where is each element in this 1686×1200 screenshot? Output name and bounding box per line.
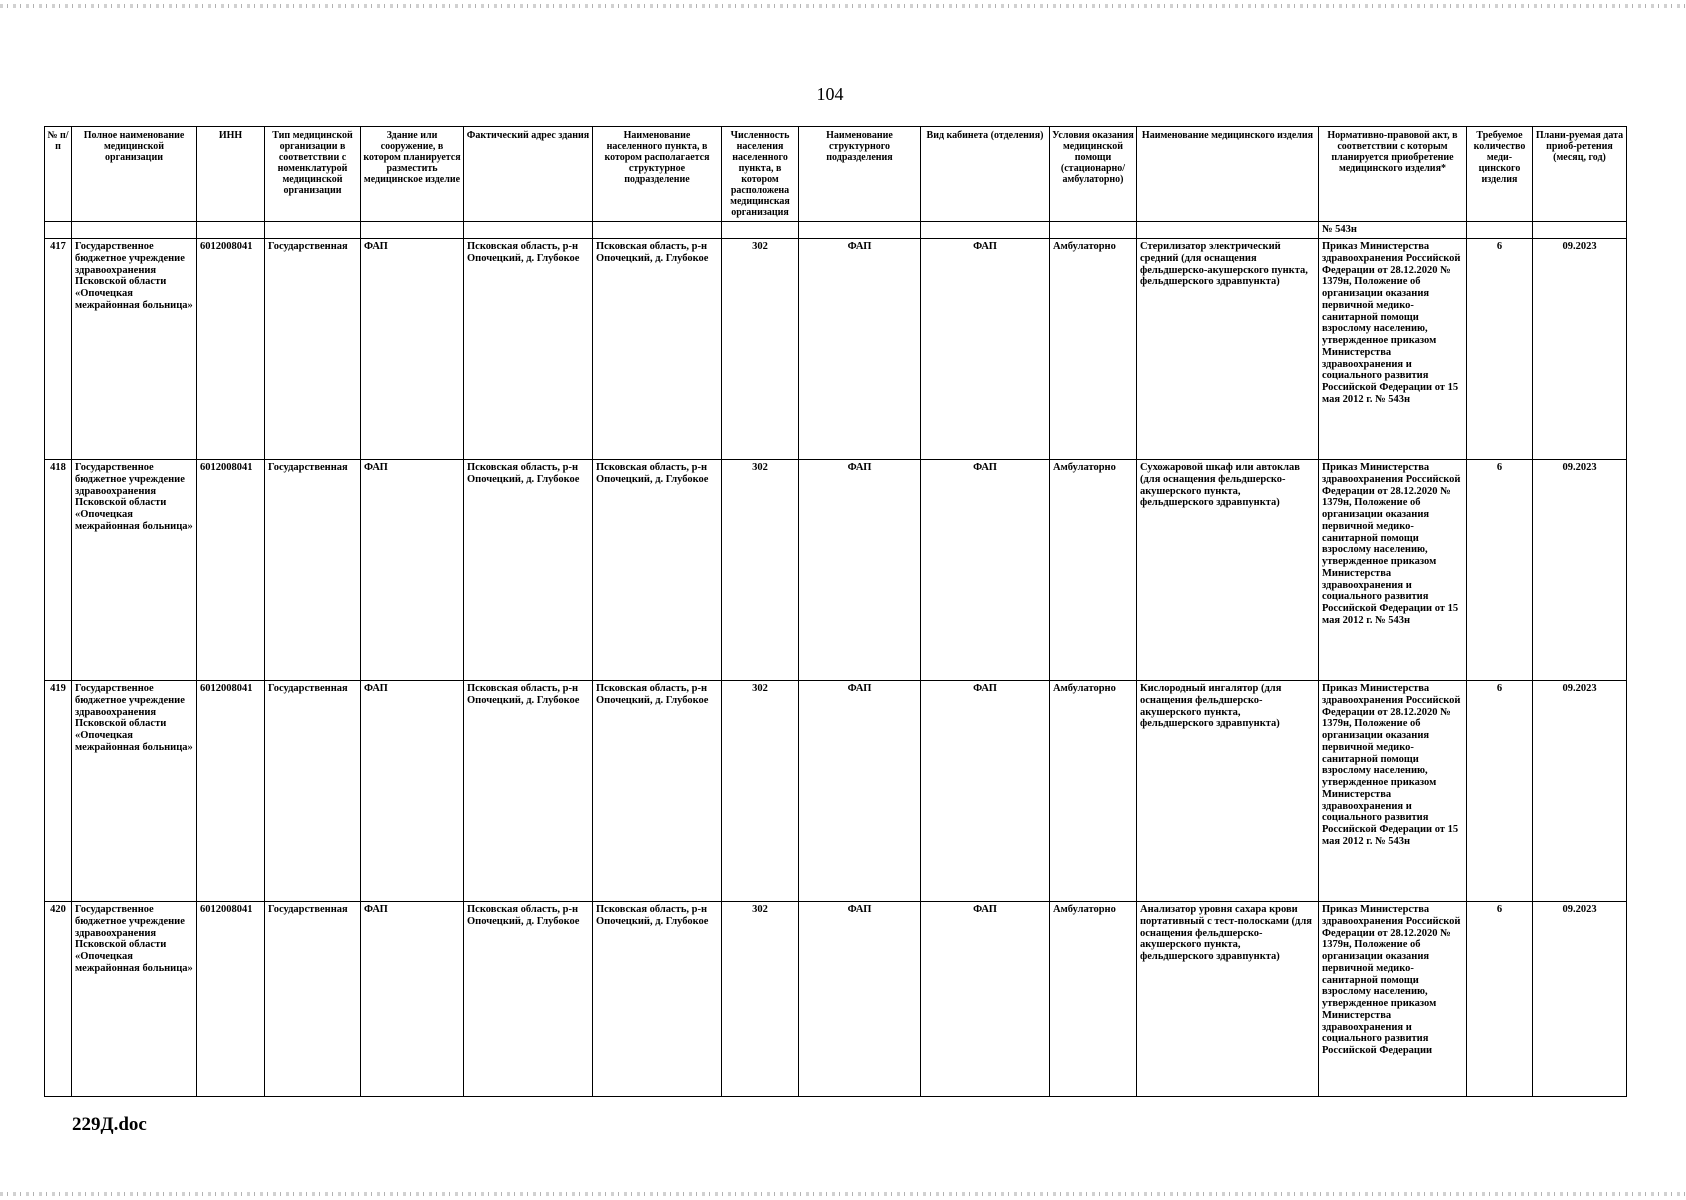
cell-subdivision: ФАП: [799, 460, 921, 681]
header-type: Тип медицинской организации в соответствии с номенклатурой медицинской организации: [265, 127, 361, 222]
header-qty: Требуемое количество меди-цинского изделия: [1467, 127, 1533, 222]
cell-date: 09.2023: [1533, 681, 1627, 902]
cell-empty: [1533, 222, 1627, 239]
cell-address: Псковская область, р-н Опочецкий, д. Глубокое: [464, 681, 593, 902]
cell-conditions: Амбулаторно: [1050, 460, 1137, 681]
header-act: Нормативно-правовой акт, в соответствии с которым планируется приобретение медицинского изделия*: [1319, 127, 1467, 222]
cell-device: Стерилизатор электрический средний (для оснащения фельдшерско-акушерского пункта, фельдшерского здравпункта): [1137, 239, 1319, 460]
cell-qty: 6: [1467, 681, 1533, 902]
cell-device: Сухожаровой шкаф или автоклав (для оснащения фельдшерско-акушерского пункта, фельдшерского здравпункта): [1137, 460, 1319, 681]
cell-address: Псковская область, р-н Опочецкий, д. Глубокое: [464, 902, 593, 1097]
cell-type: Государственная: [265, 460, 361, 681]
header-building: Здание или сооружение, в котором планируется разместить медицинское изделие: [361, 127, 464, 222]
cell-conditions: Амбулаторно: [1050, 239, 1137, 460]
cell-settlement: Псковская область, р-н Опочецкий, д. Глубокое: [593, 460, 722, 681]
cell-num: 419: [45, 681, 72, 902]
cell-empty: [799, 222, 921, 239]
cell-act: Приказ Министерства здравоохранения Российской Федерации от 28.12.2020 № 1379н, Положение об организации оказания первичной медико-санитарной помощи взрослому населению, утвержденное приказом Министерства здравоохранения и социального развития Российской Федерации от 15 мая 2012 г. № 543н: [1319, 239, 1467, 460]
cell-population: 302: [722, 460, 799, 681]
cell-org: Государственное бюджетное учреждение здравоохранения Псковской области «Опочецкая межрайонная больница»: [72, 681, 197, 902]
cell-empty: [1137, 222, 1319, 239]
cell-type: Государственная: [265, 681, 361, 902]
cell-empty: [722, 222, 799, 239]
cell-settlement: Псковская область, р-н Опочецкий, д. Глубокое: [593, 239, 722, 460]
cell-org: Государственное бюджетное учреждение здравоохранения Псковской области «Опочецкая межрайонная больница»: [72, 460, 197, 681]
cell-cabinet: ФАП: [921, 239, 1050, 460]
header-address: Фактический адрес здания: [464, 127, 593, 222]
cell-empty: [45, 222, 72, 239]
cell-qty: 6: [1467, 902, 1533, 1097]
cell-inn: 6012008041: [197, 681, 265, 902]
equipment-table: [44, 126, 1627, 1097]
cell-empty: [1050, 222, 1137, 239]
cell-num: 418: [45, 460, 72, 681]
header-cabinet: Вид кабинета (отделения): [921, 127, 1050, 222]
cell-building: ФАП: [361, 460, 464, 681]
cell-settlement: Псковская область, р-н Опочецкий, д. Глубокое: [593, 902, 722, 1097]
cell-device: Анализатор уровня сахара крови портативный с тест-полосками (для оснащения фельдшерско-акушерского пункта, фельдшерского здравпункта): [1137, 902, 1319, 1097]
cell-subdivision: ФАП: [799, 902, 921, 1097]
cell-act: Приказ Министерства здравоохранения Российской Федерации от 28.12.2020 № 1379н, Положение об организации оказания первичной медико-санитарной помощи взрослому населению, утвержденное приказом Министерства здравоохранения и социального развития Российской Федерации от 15 мая 2012 г. № 543н: [1319, 460, 1467, 681]
header-population: Численность населения населенного пункта, в котором расположена медицинская организация: [722, 127, 799, 222]
header-date: Плани-руемая дата приоб-ретения (месяц, год): [1533, 127, 1627, 222]
cell-empty: [197, 222, 265, 239]
header-device: Наименование медицинского изделия: [1137, 127, 1319, 222]
cell-building: ФАП: [361, 239, 464, 460]
cell-date: 09.2023: [1533, 902, 1627, 1097]
cell-empty: [72, 222, 197, 239]
table-header-row: [45, 127, 1627, 222]
cell-subdivision: ФАП: [799, 239, 921, 460]
cell-date: 09.2023: [1533, 460, 1627, 681]
cell-org: Государственное бюджетное учреждение здравоохранения Псковской области «Опочецкая межрайонная больница»: [72, 902, 197, 1097]
cell-empty: [593, 222, 722, 239]
continuation-row: [45, 222, 1627, 239]
cell-population: 302: [722, 902, 799, 1097]
cell-population: 302: [722, 681, 799, 902]
header-settlement: Наименование населенного пункта, в котором располагается структурное подразделение: [593, 127, 722, 222]
cell-cabinet: ФАП: [921, 460, 1050, 681]
header-org: Полное наименование медицинской организации: [72, 127, 197, 222]
header-num: № п/п: [45, 127, 72, 222]
cell-num: 417: [45, 239, 72, 460]
cell-type: Государственная: [265, 239, 361, 460]
header-conditions: Условия оказания медицинской помощи (стационарно/ амбулаторно): [1050, 127, 1137, 222]
cell-empty: [464, 222, 593, 239]
cell-qty: 6: [1467, 460, 1533, 681]
cell-conditions: Амбулаторно: [1050, 681, 1137, 902]
table-row: [45, 239, 1627, 460]
cell-qty: 6: [1467, 239, 1533, 460]
cell-cabinet: ФАП: [921, 902, 1050, 1097]
cell-inn: 6012008041: [197, 460, 265, 681]
cell-org: Государственное бюджетное учреждение здравоохранения Псковской области «Опочецкая межрайонная больница»: [72, 239, 197, 460]
cell-num: 420: [45, 902, 72, 1097]
cell-act: Приказ Министерства здравоохранения Российской Федерации от 28.12.2020 № 1379н, Положение об организации оказания первичной медико-санитарной помощи взрослому населению, утвержденное приказом Министерства здравоохранения и социального развития Российской Федерации: [1319, 902, 1467, 1097]
page-number: 104: [816, 84, 844, 104]
scan-edge-top: [0, 4, 1686, 8]
cell-empty: [265, 222, 361, 239]
cell-building: ФАП: [361, 902, 464, 1097]
cell-empty: [921, 222, 1050, 239]
cell-building: ФАП: [361, 681, 464, 902]
cell-inn: 6012008041: [197, 902, 265, 1097]
cell-type: Государственная: [265, 902, 361, 1097]
cell-cabinet: ФАП: [921, 681, 1050, 902]
cell-settlement: Псковская область, р-н Опочецкий, д. Глубокое: [593, 681, 722, 902]
cell-empty: [361, 222, 464, 239]
cell-date: 09.2023: [1533, 239, 1627, 460]
header-inn: ИНН: [197, 127, 265, 222]
document-filename: 229Д.doc: [72, 1114, 147, 1135]
table-row: [45, 902, 1627, 1097]
scan-edge-bottom: [0, 1192, 1686, 1196]
cell-conditions: Амбулаторно: [1050, 902, 1137, 1097]
cell-address: Псковская область, р-н Опочецкий, д. Глубокое: [464, 239, 593, 460]
cell-device: Кислородный ингалятор (для оснащения фельдшерско-акушерского пункта, фельдшерского здравпункта): [1137, 681, 1319, 902]
cell-act: Приказ Министерства здравоохранения Российской Федерации от 28.12.2020 № 1379н, Положение об организации оказания первичной медико-санитарной помощи взрослому населению, утвержденное приказом Министерства здравоохранения и социального развития Российской Федерации от 15 мая 2012 г. № 543н: [1319, 681, 1467, 902]
header-subdivision: Наименование структурного подразделения: [799, 127, 921, 222]
cell-continuation-act: № 543н: [1319, 222, 1467, 239]
cell-address: Псковская область, р-н Опочецкий, д. Глубокое: [464, 460, 593, 681]
cell-inn: 6012008041: [197, 239, 265, 460]
table-row: [45, 460, 1627, 681]
cell-empty: [1467, 222, 1533, 239]
table-row: [45, 681, 1627, 902]
cell-subdivision: ФАП: [799, 681, 921, 902]
cell-population: 302: [722, 239, 799, 460]
